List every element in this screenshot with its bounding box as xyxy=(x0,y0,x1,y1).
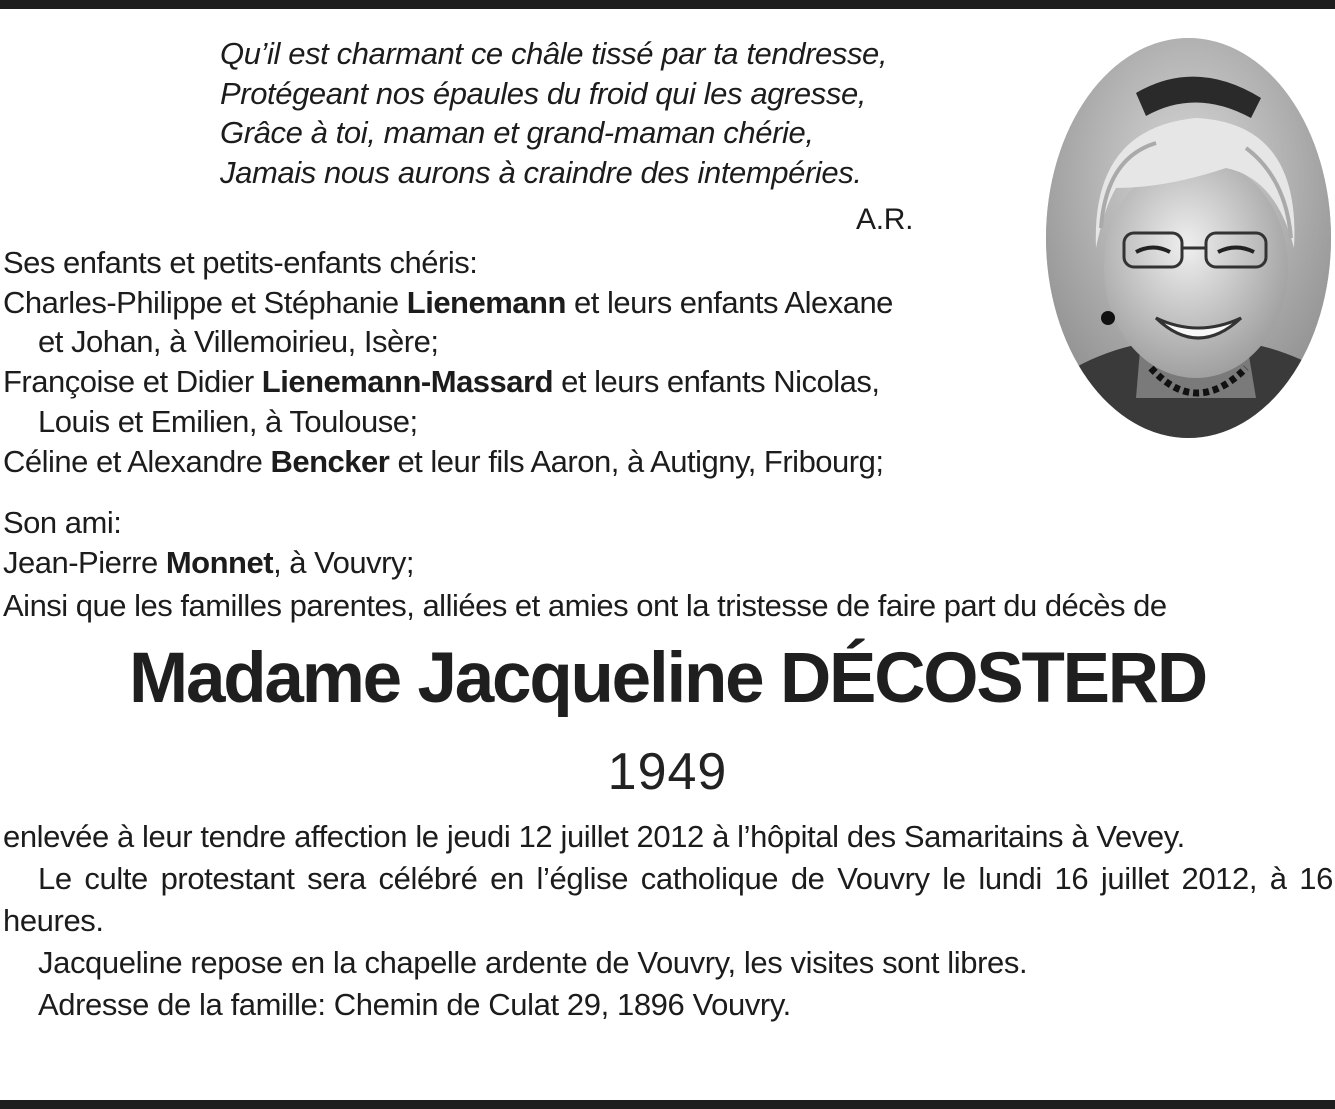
family-entry-text: et leur fils Aaron, à Autigny, Fribourg; xyxy=(389,443,884,479)
family-entry xyxy=(3,442,1003,482)
address-paragraph: Adresse de la famille: Chemin de Culat 29, 1896 Vouvry. xyxy=(38,987,791,1022)
friend-entry xyxy=(3,543,1003,583)
family-entry-text: Céline et Alexandre xyxy=(3,443,271,479)
notice-body xyxy=(3,816,1333,1026)
family-entry xyxy=(3,362,1003,402)
family-entry xyxy=(3,283,1003,323)
poem-line: Grâce à toi, maman et grand-maman chérie, xyxy=(220,115,814,150)
poem xyxy=(220,34,887,192)
poem-line: Qu’il est charmant ce châle tissé par ta tendresse, xyxy=(220,36,888,71)
announcement-line: Ainsi que les familles parentes, alliées et amies ont la tristesse de faire part du décès de xyxy=(3,588,1167,623)
family-surname: Lienemann xyxy=(406,284,566,320)
family-entry-text: et leurs enfants Nicolas, xyxy=(553,364,880,400)
poem-author: A.R. xyxy=(856,203,914,236)
friend-surname: Monnet xyxy=(165,544,274,580)
friend-entry-text: , à Vouvry; xyxy=(273,544,415,580)
service-paragraph: Le culte protestant sera célébré en l’église catholique de Vouvry le lundi 16 juillet 2012, à 16 heures. xyxy=(3,861,1333,938)
family-list xyxy=(3,243,1003,481)
friend-section xyxy=(3,503,1003,582)
top-rule xyxy=(0,0,1335,9)
family-heading: Ses enfants et petits-enfants chéris: xyxy=(3,245,478,280)
bottom-rule xyxy=(0,1100,1335,1109)
portrait-photo xyxy=(1046,38,1331,438)
family-entry-continuation: Louis et Emilien, à Toulouse; xyxy=(38,403,418,439)
birth-year: 1949 xyxy=(607,743,728,801)
visitation-paragraph: Jacqueline repose en la chapelle ardente de Vouvry, les visites sont libres. xyxy=(38,945,1028,980)
deceased-name: Madame Jacqueline DÉCOSTERD xyxy=(129,639,1206,718)
death-paragraph: enlevée à leur tendre affection le jeudi 12 juillet 2012 à l’hôpital des Samaritains à Vevey. xyxy=(3,819,1185,854)
friend-heading: Son ami: xyxy=(3,505,122,540)
poem-line: Protégeant nos épaules du froid qui les agresse, xyxy=(220,75,867,111)
family-entry-text: Charles-Philippe et Stéphanie xyxy=(3,284,407,320)
family-entry-continuation: et Johan, à Villemoirieu, Isère; xyxy=(38,324,439,360)
portrait-icon xyxy=(1046,38,1331,438)
family-surname: Bencker xyxy=(270,443,390,479)
family-entry-text: et leurs enfants Alexane xyxy=(565,284,893,320)
poem-line: Jamais nous aurons à craindre des intempéries. xyxy=(220,154,862,190)
family-surname: Lienemann-Massard xyxy=(261,364,554,400)
family-entry-text: Françoise et Didier xyxy=(3,364,262,400)
friend-entry-text: Jean-Pierre xyxy=(3,544,166,580)
